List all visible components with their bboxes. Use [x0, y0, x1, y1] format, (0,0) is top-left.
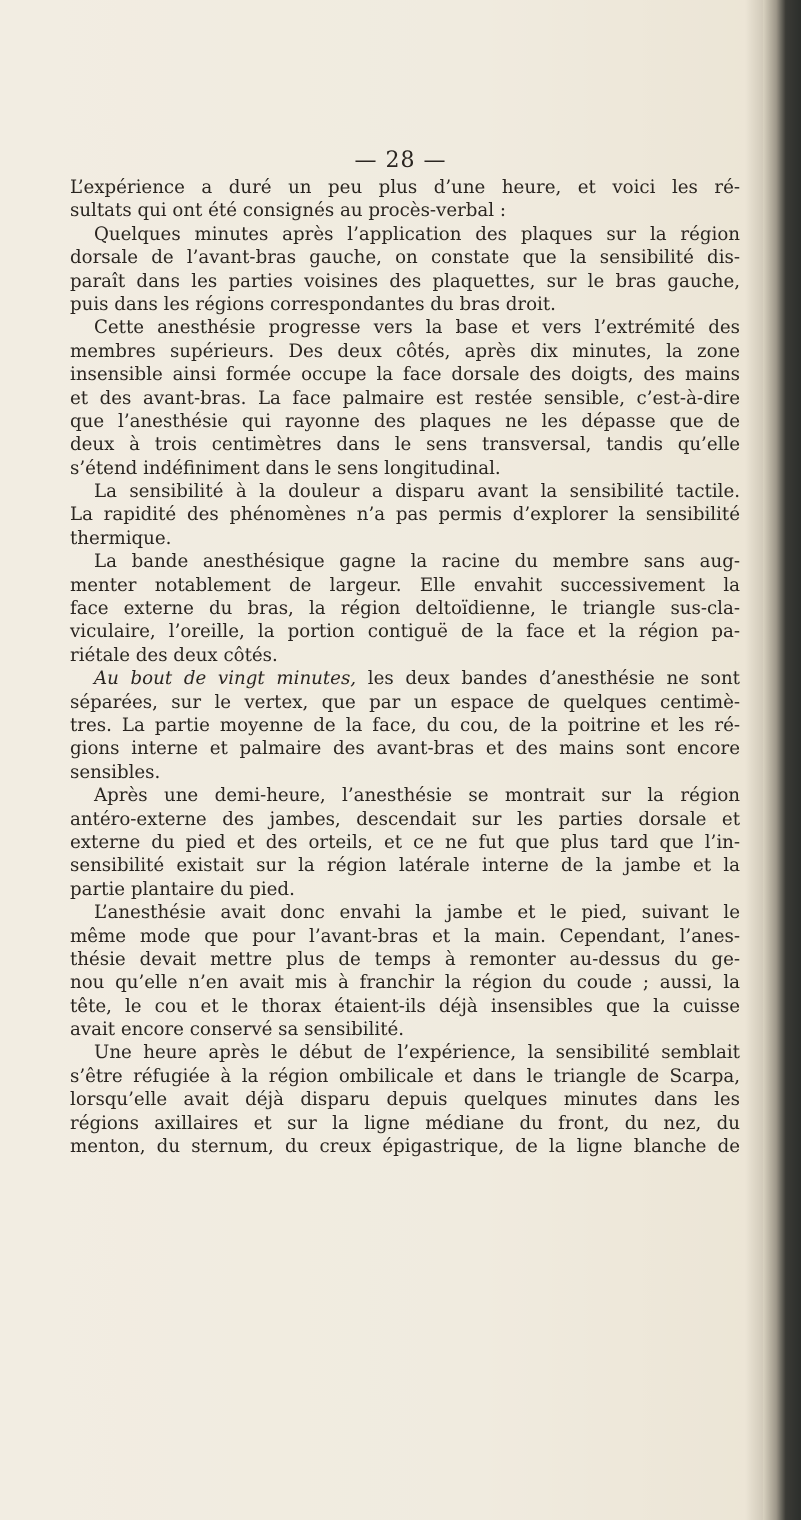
text-line: et des avant-bras. La face palmaire est restée sensible, c’est-à-dire — [70, 387, 740, 409]
text-line: menton, du sternum, du creux épigastrique, de la ligne blanche de — [70, 1136, 740, 1158]
text-line: menter notablement de largeur. Elle envahit successivement la — [70, 574, 740, 596]
text-line: gions interne et palmaire des avant-bras et des mains sont encore — [70, 738, 740, 760]
text-line: Après une demi-heure, l’anesthésie se montrait sur la région — [94, 785, 740, 807]
text-line: sensibles. — [70, 761, 161, 783]
text-line: puis dans les régions correspondantes du bras droit. — [70, 293, 556, 315]
text-line: Une heure après le début de l’expérience, la sensibilité semblait — [94, 1042, 740, 1064]
text-line: thermique. — [70, 527, 172, 549]
text-line: régions axillaires et sur la ligne médiane du front, du nez, du — [70, 1112, 740, 1134]
text-line: riétale des deux côtés. — [70, 644, 278, 666]
text-line: membres supérieurs. Des deux côtés, après dix minutes, la zone — [70, 340, 740, 362]
text-line: thésie devait mettre plus de temps à remonter au-dessus du ge- — [70, 948, 740, 970]
body-text — [70, 176, 740, 1158]
text-line: deux à trois centimètres dans le sens transversal, tandis qu’elle — [70, 434, 740, 456]
text-line: séparées, sur le vertex, que par un espace de quelques centimè- — [70, 691, 740, 713]
text-line: partie plantaire du pied. — [70, 878, 295, 900]
text-line — [70, 667, 740, 690]
text-line: s’étend indéfiniment dans le sens longitudinal. — [70, 457, 501, 479]
text-line: tres. La partie moyenne de la face, du cou, de la poitrine et les ré- — [70, 714, 740, 736]
text-line: antéro-externe des jambes, descendait sur les parties dorsale et — [70, 808, 740, 830]
text-line: paraît dans les parties voisines des plaquettes, sur le bras gauche, — [70, 270, 740, 292]
text-line: insensible ainsi formée occupe la face dorsale des doigts, des mains — [70, 364, 740, 386]
text-line-rest: les deux bandes d’anesthésie ne sont — [356, 668, 740, 690]
text-line: viculaire, l’oreille, la portion contiguë de la face et la région pa- — [70, 621, 740, 643]
text-line: lorsqu’elle avait déjà disparu depuis quelques minutes dans les — [70, 1089, 740, 1111]
text-line: que l’anesthésie qui rayonne des plaques ne les dépasse que de — [70, 410, 740, 432]
text-line: L’anesthésie avait donc envahi la jambe et le pied, suivant le — [94, 902, 740, 924]
text-line: Quelques minutes après l’application des plaques sur la région — [94, 223, 740, 245]
text-line: sensibilité existait sur la région latérale interne de la jambe et la — [70, 855, 740, 877]
text-line: s’être réfugiée à la région ombilicale et dans le triangle de Scarpa, — [70, 1065, 740, 1087]
book-binding-edge — [763, 0, 801, 1520]
text-line: face externe du bras, la région deltoïdienne, le triangle sus-cla- — [70, 598, 740, 620]
text-line: tête, le cou et le thorax étaient-ils déjà insensibles que la cuisse — [70, 995, 740, 1017]
text-line: même mode que pour l’avant-bras et la main. Cependant, l’anes- — [70, 925, 740, 947]
text-line: sultats qui ont été consignés au procès-verbal : — [70, 200, 506, 222]
text-line: La sensibilité à la douleur a disparu avant la sensibilité tactile. — [94, 481, 740, 503]
italic-lead: Au bout de vingt minutes, — [94, 668, 357, 690]
text-line: avait encore conservé sa sensibilité. — [70, 1019, 405, 1041]
text-line: externe du pied et des orteils, et ce ne fut que plus tard que l’in- — [70, 831, 740, 853]
binding-shadow — [745, 0, 763, 1520]
text-line: Cette anesthésie progresse vers la base et vers l’extrémité des — [94, 317, 740, 339]
text-line: nou qu’elle n’en avait mis à franchir la région du coude ; aussi, la — [70, 972, 740, 994]
page-number: — 28 — — [354, 148, 447, 173]
text-line: La bande anesthésique gagne la racine du membre sans aug- — [94, 551, 740, 573]
text-line: L’expérience a duré un peu plus d’une heure, et voici les ré- — [70, 177, 740, 198]
text-line: La rapidité des phénomènes n’a pas permis d’explorer la sensibilité — [70, 504, 740, 526]
text-line: dorsale de l’avant-bras gauche, on constate que la sensibilité dis- — [70, 247, 740, 269]
